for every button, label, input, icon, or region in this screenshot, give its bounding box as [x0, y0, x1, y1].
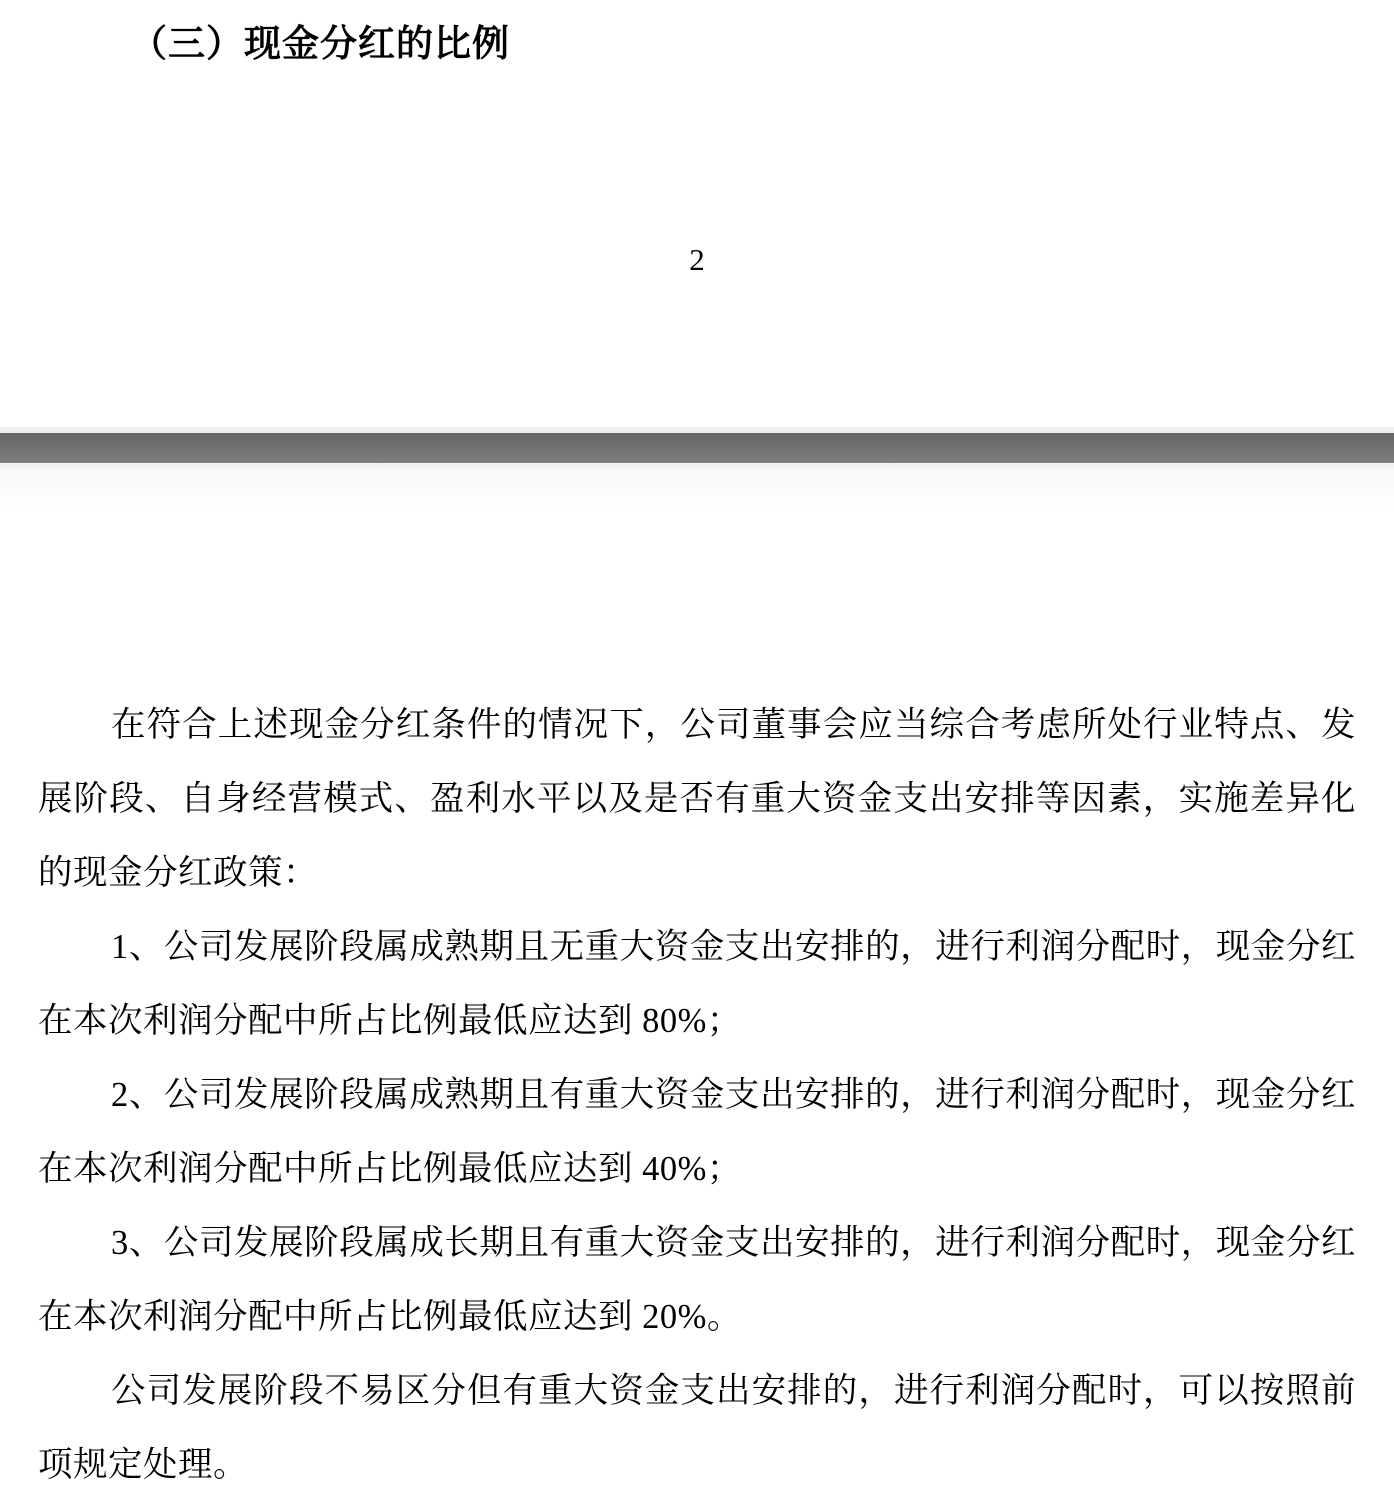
paragraph-item-3: 3、公司发展阶段属成长期且有重大资金支出安排的，进行利润分配时，现金分红在本次利润分配中所占比例最低应达到 20%。	[38, 1224, 1356, 1336]
section-heading: （三）现金分红的比例	[130, 24, 510, 65]
paragraph-item-2: 2、公司发展阶段属成熟期且有重大资金支出安排的，进行利润分配时，现金分红在本次利润分配中所占比例最低应达到 40%；	[38, 1076, 1356, 1188]
page-top-shadow	[0, 468, 1394, 510]
paragraph-closing: 公司发展阶段不易区分但有重大资金支出安排的，进行利润分配时，可以按照前项规定处理。	[38, 1372, 1356, 1484]
page-number: 2	[689, 242, 705, 277]
page-1-bottom-fragment	[0, 0, 1394, 427]
page-2-top-fragment	[0, 510, 1394, 1486]
paragraph-intro: 在符合上述现金分红条件的情况下，公司董事会应当综合考虑所处行业特点、发展阶段、自身经营模式、盈利水平以及是否有重大资金支出安排等因素，实施差异化的现金分红政策：	[38, 706, 1356, 892]
document-body	[38, 688, 1356, 1502]
page-separator	[0, 427, 1394, 510]
separator-bar	[0, 433, 1394, 463]
paragraph-item-1: 1、公司发展阶段属成熟期且无重大资金支出安排的，进行利润分配时，现金分红在本次利润分配中所占比例最低应达到 80%；	[38, 928, 1356, 1040]
